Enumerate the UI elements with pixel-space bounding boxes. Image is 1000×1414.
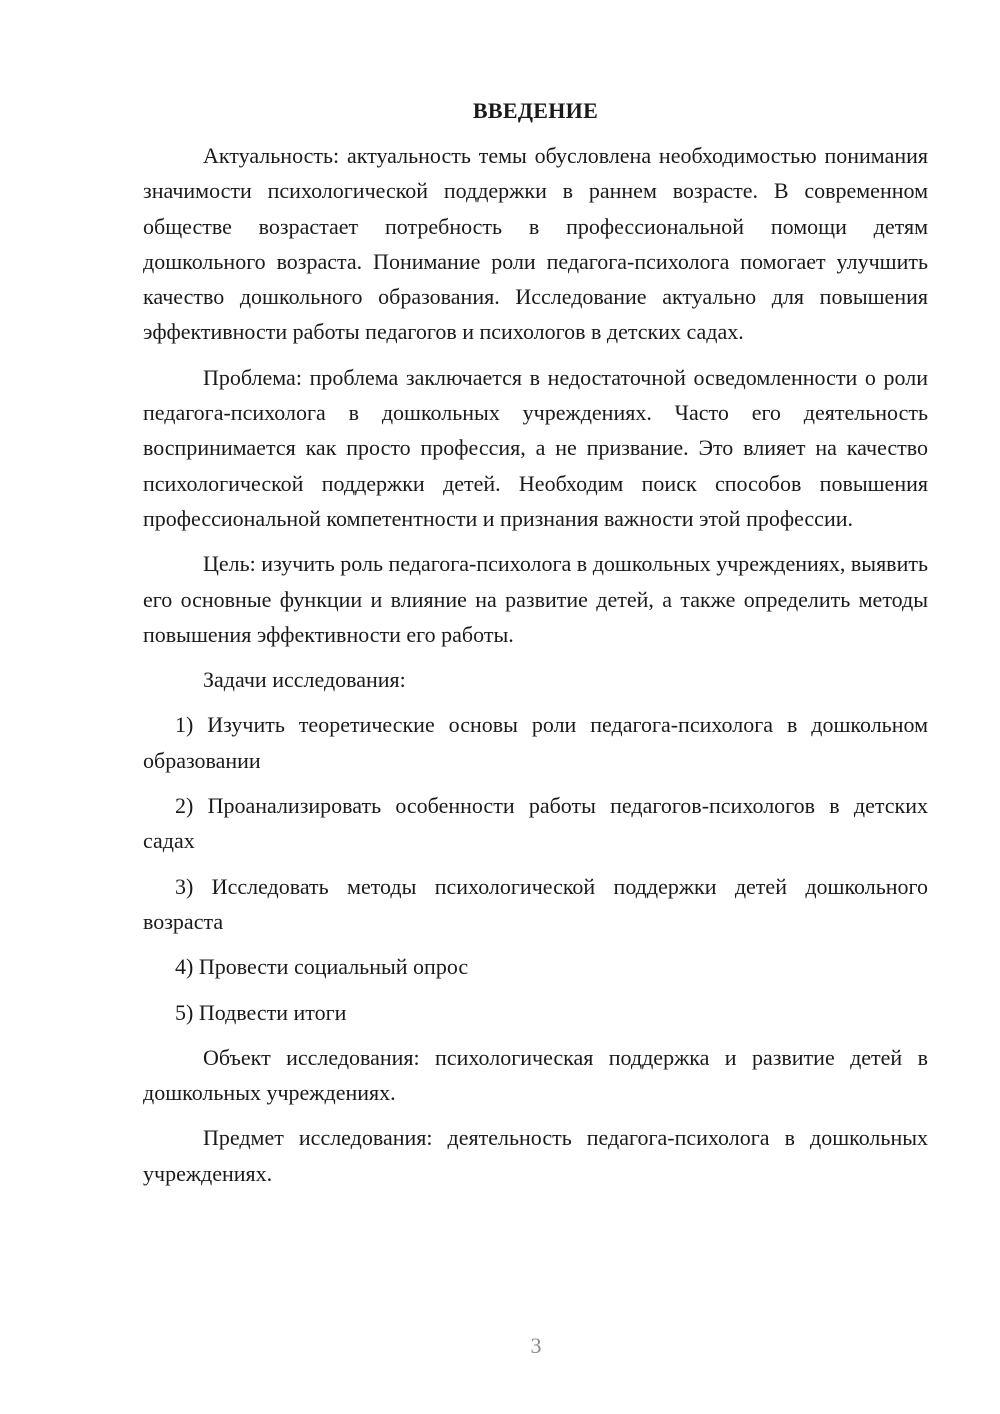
goal-paragraph: Цель: изучить роль педагога-психолога в дошкольных учреждениях, выявить его основные функции и влияние на развитие детей, а также определить методы повышения эффективности его работы.: [143, 551, 928, 647]
task-item: 4) Провести социальный опрос: [175, 954, 469, 980]
object-paragraph: Объект исследования: психологическая поддержка и развитие детей в дошкольных учреждениях.: [143, 1044, 928, 1106]
page-number: 3: [530, 1333, 542, 1358]
page-content: [143, 93, 928, 1201]
problem-paragraph: Проблема: проблема заключается в недостаточной осведомленности о роли педагога-психолога в дошкольных учреждениях. Часто его деятельность воспринимается как просто профессия, а не призвание. Это влияет на качество психологической поддержки детей. Необходим поиск способов повышения профессиональной компетентности и признания важности этой профессии.: [143, 364, 928, 531]
tasks-title: Задачи исследования:: [203, 667, 406, 693]
section-heading: ВВЕДЕНИЕ: [472, 98, 599, 123]
relevance-paragraph: Актуальность: актуальность темы обусловлена необходимостью понимания значимости психологической поддержки в раннем возрасте. В современном обществе возрастает потребность в профессиональной помощи детям дошкольного возраста. Понимание роли педагога-психолога помогает улучшить качество дошкольного образования. Исследование актуально для повышения эффективности работы педагогов и психологов в детских садах.: [143, 143, 928, 345]
task-item: 2) Проанализировать особенности работы педагогов-психологов в детских садах: [143, 793, 928, 854]
task-item: 5) Подвести итоги: [175, 999, 347, 1025]
task-item: 1) Изучить теоретические основы роли педагога-психолога в дошкольном образовании: [143, 712, 928, 773]
task-item: 3) Исследовать методы психологической поддержки детей дошкольного возраста: [143, 873, 928, 934]
subject-paragraph: Предмет исследования: деятельность педагога-психолога в дошкольных учреждениях.: [143, 1125, 928, 1186]
